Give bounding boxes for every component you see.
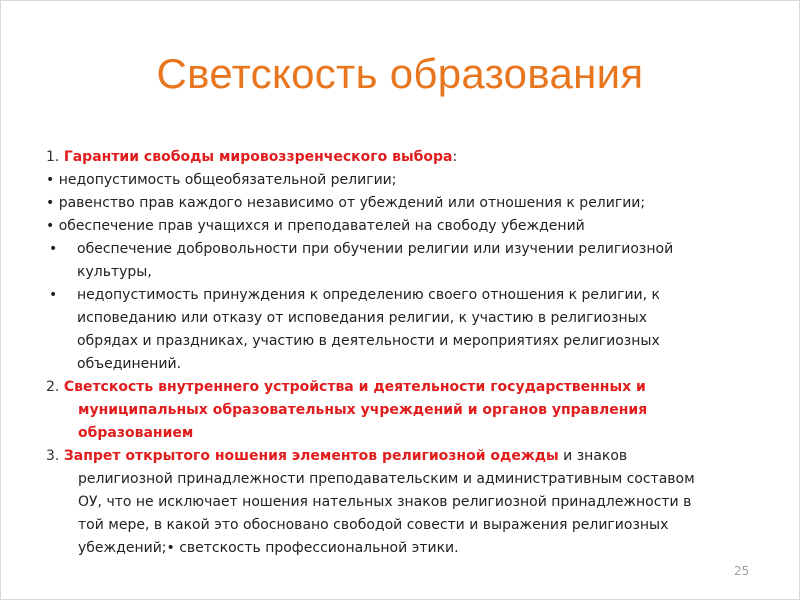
page-number: 25	[734, 564, 750, 578]
item-3-number: 3.	[46, 448, 60, 464]
item-2	[46, 376, 766, 445]
item-2-heading-line: Светскость внутреннего устройства и деятельности государственных и	[63, 379, 646, 395]
item-3-line: ОУ, что не исключает ношения нательных знаков религиозной принадлежности в	[78, 494, 692, 510]
item-2-number: 2.	[46, 379, 60, 395]
bullet-item: • обеспечение прав учащихся и преподавателей на свободу убеждений	[46, 218, 585, 234]
bullet-item: • недопустимость общеобязательной религии;	[46, 172, 397, 188]
item-1-colon: :	[452, 149, 458, 165]
item-3-line: религиозной принадлежности преподавательским и административным составом	[78, 471, 695, 487]
sub-bullet-item	[46, 284, 766, 376]
item-1-number: 1.	[46, 149, 60, 165]
sub-bullet-line: исповеданию или отказу от исповедания религии, к участию в религиозных	[77, 310, 648, 326]
item-3-line: убеждений;• светскость профессиональной этики.	[78, 540, 459, 556]
sub-bullet-item	[46, 238, 766, 284]
item-2-heading-line: образованием	[78, 425, 194, 441]
item-1	[46, 146, 766, 169]
item-3-heading: Запрет открытого ношения элементов религиозной одежды	[63, 448, 559, 464]
bullet-item: • равенство прав каждого независимо от убеждений или отношения к религии;	[46, 195, 646, 211]
sub-bullet-line: обрядах и праздниках, участию в деятельности и мероприятиях религиозных	[77, 333, 660, 349]
bullet-icon: •	[49, 241, 58, 257]
item-1-heading: Гарантии свободы мировоззренческого выбора	[63, 149, 453, 165]
item-3-line: той мере, в какой это обосновано свободой совести и выражения религиозных	[78, 517, 669, 533]
slide-title: Светскость образования	[156, 50, 644, 97]
sub-bullet-line: объединений.	[77, 356, 182, 372]
slide-body	[46, 146, 766, 560]
item-2-heading-line: муниципальных образовательных учреждений и органов управления	[78, 402, 648, 418]
item-3	[46, 445, 766, 560]
sub-bullet-line: культуры,	[77, 264, 152, 280]
sub-bullet-line: недопустимость принуждения к определению своего отношения к религии, к	[77, 287, 661, 303]
bullet-icon: •	[49, 287, 58, 303]
item-3-text: и знаков	[558, 448, 628, 464]
sub-bullet-line: обеспечение добровольности при обучении религии или изучении религиозной	[77, 241, 674, 257]
